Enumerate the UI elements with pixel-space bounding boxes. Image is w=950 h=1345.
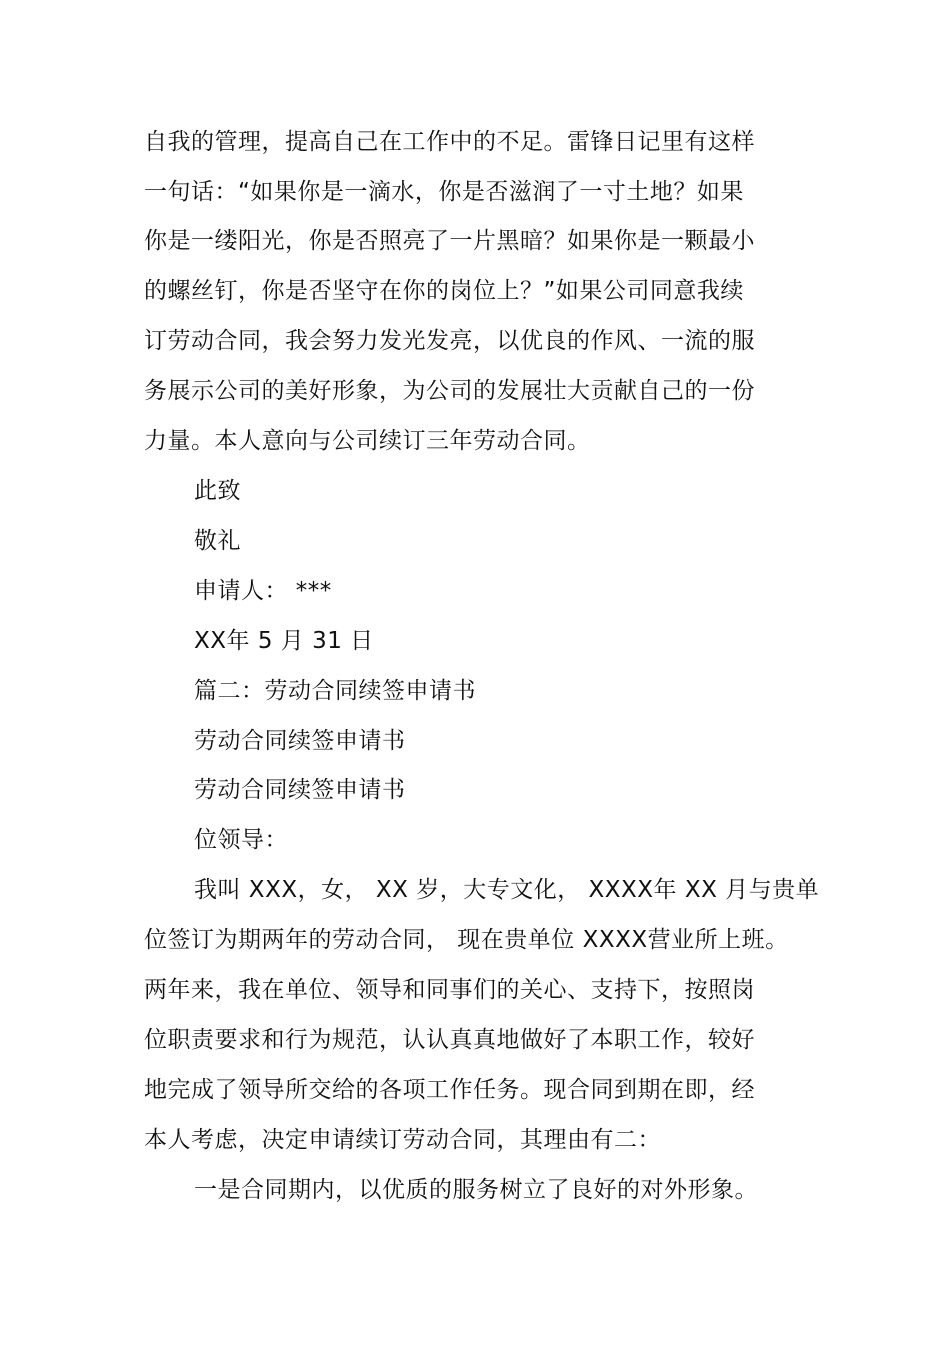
text-line: 本人考虑，决定申请续订劳动合同，其理由有二： [144, 1127, 661, 1153]
text-line: 订劳动合同，我会努力发光发亮，以优良的作风、一流的服 [144, 328, 755, 354]
text-line: 位签订为期两年的劳动合同， 现在贵单位 XXXX营业所上班。 [144, 927, 789, 953]
text-line: 位职责要求和行为规范，认认真真地做好了本职工作，较好 [144, 1027, 755, 1053]
text-line: 的螺丝钉，你是否坚守在你的岗位上？”如果公司同意我续 [144, 278, 744, 304]
text-line: 两年来，我在单位、领导和同事们的关心、支持下，按照岗 [144, 977, 755, 1003]
applicant-line: 申请人： *** [194, 578, 332, 604]
text-line: 务展示公司的美好形象，为公司的发展壮大贡献自己的一份 [144, 378, 755, 404]
text-line: 自我的管理，提高自己在工作中的不足。雷锋日记里有这样 [144, 129, 755, 155]
text-line: 地完成了领导所交给的各项工作任务。现合同到期在即，经 [144, 1077, 755, 1103]
date-line: XX年 5 月 31 日 [194, 628, 374, 654]
document-title: 劳动合同续签申请书 [194, 728, 406, 754]
greeting-line: 位领导： [194, 827, 288, 853]
section-heading: 篇二：劳动合同续签申请书 [194, 678, 476, 704]
document-title: 劳动合同续签申请书 [194, 777, 406, 803]
text-line: 力量。本人意向与公司续订三年劳动合同。 [144, 428, 591, 454]
text-line: 一句话：“如果你是一滴水，你是否滋润了一寸土地？如果 [144, 179, 744, 205]
text-line: 我叫 XXX，女， XX 岁，大专文化， XXXX年 XX 月与贵单 [194, 877, 820, 903]
closing-respect: 敬礼 [194, 528, 241, 554]
text-line: 一是合同期内，以优质的服务树立了良好的对外形象。 [194, 1177, 758, 1203]
closing-salutation: 此致 [194, 478, 241, 504]
text-line: 你是一缕阳光，你是否照亮了一片黑暗？如果你是一颗最小 [144, 228, 755, 254]
